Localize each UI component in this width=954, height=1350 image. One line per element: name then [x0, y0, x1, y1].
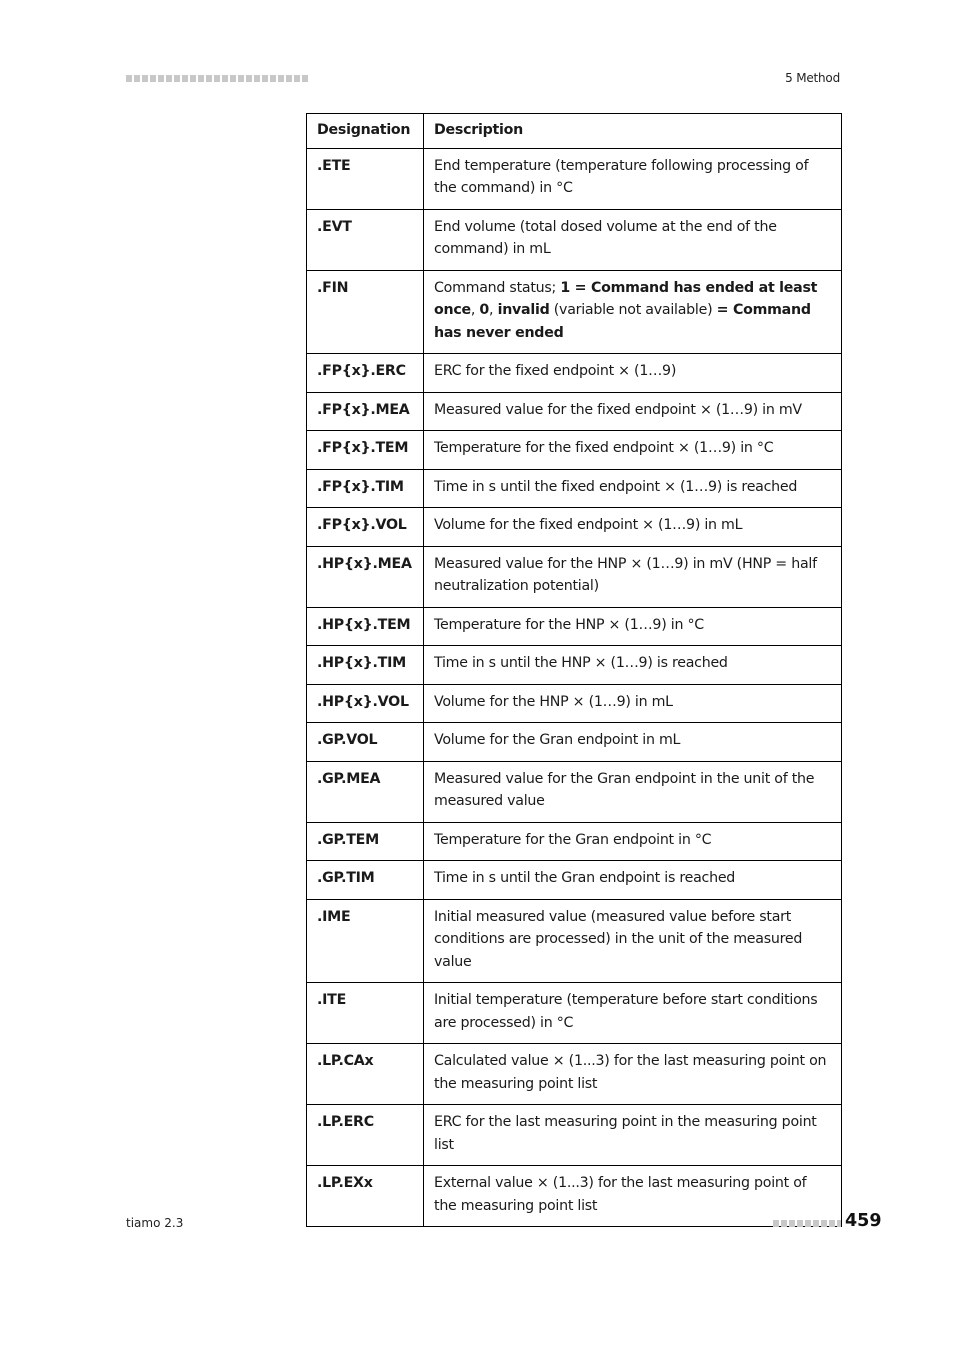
designation-cell: .LP.ERC [307, 1105, 424, 1166]
table-row [307, 392, 842, 431]
description-cell [424, 684, 842, 723]
description-cell [424, 546, 842, 607]
table-row [307, 1166, 842, 1227]
table-row [307, 684, 842, 723]
description-cell [424, 508, 842, 547]
footer-decoration [773, 1220, 841, 1227]
designation-cell: .GP.VOL [307, 723, 424, 762]
designation-cell: .FIN [307, 270, 424, 354]
page-number: 459 [845, 1211, 882, 1231]
table-row [307, 899, 842, 983]
designation-cell: .FP{x}.MEA [307, 392, 424, 431]
description-cell [424, 861, 842, 900]
description-cell [424, 899, 842, 983]
product-name: tiamo 2.3 [126, 1216, 184, 1230]
table-header-row [307, 114, 842, 149]
description-text: External value × (1...3) for the last measuring point of the measuring point list [434, 1175, 807, 1214]
description-cell [424, 209, 842, 270]
description-text: Measured value for the Gran endpoint in the unit of the measured value [434, 770, 815, 809]
column-header-designation: Designation [307, 114, 424, 149]
designation-cell: .HP{x}.VOL [307, 684, 424, 723]
description-cell [424, 469, 842, 508]
description-cell [424, 1105, 842, 1166]
designation-cell: .FP{x}.TIM [307, 469, 424, 508]
description-cell [424, 983, 842, 1044]
table-row [307, 646, 842, 685]
description-text: Command status; [434, 279, 561, 296]
description-text: ERC for the fixed endpoint × (1…9) [434, 363, 677, 379]
description-text: ERC for the last measuring point in the measuring point list [434, 1114, 817, 1153]
table-row [307, 1105, 842, 1166]
description-cell [424, 431, 842, 470]
table-row [307, 148, 842, 209]
description-text: Time in s until the HNP × (1…9) is reached [434, 655, 728, 671]
description-text: Temperature for the fixed endpoint × (1…9) in °C [434, 440, 774, 456]
description-cell [424, 148, 842, 209]
description-cell [424, 723, 842, 762]
table-row [307, 723, 842, 762]
table-row [307, 761, 842, 822]
table-row [307, 861, 842, 900]
designation-cell: .LP.CAx [307, 1044, 424, 1105]
description-text: , [489, 302, 498, 318]
table-row [307, 209, 842, 270]
description-cell [424, 354, 842, 393]
designation-cell: .GP.TEM [307, 822, 424, 861]
designation-cell: .HP{x}.MEA [307, 546, 424, 607]
table-row [307, 270, 842, 354]
description-text: , [470, 302, 480, 318]
description-text: Volume for the fixed endpoint × (1…9) in mL [434, 517, 743, 533]
description-text: Volume for the HNP × (1…9) in mL [434, 693, 673, 710]
description-bold-text: = Command has never ended [434, 302, 811, 341]
table-row [307, 508, 842, 547]
table-row [307, 1044, 842, 1105]
description-cell [424, 270, 842, 354]
description-cell [424, 1166, 842, 1227]
table-row [307, 822, 842, 861]
designation-cell: .FP{x}.VOL [307, 508, 424, 547]
column-header-description: Description [424, 114, 842, 149]
designation-cell: .HP{x}.TEM [307, 607, 424, 646]
description-cell [424, 822, 842, 861]
designation-cell: .HP{x}.TIM [307, 646, 424, 685]
description-text: Temperature for the Gran endpoint in °C [434, 831, 712, 848]
description-cell [424, 607, 842, 646]
description-cell [424, 392, 842, 431]
section-title: 5 Method [785, 71, 840, 85]
header-decoration [126, 75, 308, 82]
description-bold-text: 0 [479, 302, 490, 318]
designation-cell: .IME [307, 899, 424, 983]
description-text: Initial temperature (temperature before start conditions are processed) in °C [434, 992, 818, 1031]
description-text: Time in s until the Gran endpoint is reached [434, 870, 736, 886]
designation-cell: .ETE [307, 148, 424, 209]
designation-cell: .ITE [307, 983, 424, 1044]
description-text: Time in s until the fixed endpoint × (1…9) is reached [434, 478, 798, 495]
description-bold-text: 1 = Command has ended at least once [434, 279, 818, 318]
description-text: Initial measured value (measured value before start conditions are processed) in the unit of the measured value [434, 908, 803, 970]
table-row [307, 431, 842, 470]
description-text: Measured value for the HNP × (1…9) in mV (HNP = half neutralization potential) [434, 555, 817, 594]
designation-cell: .EVT [307, 209, 424, 270]
description-text: (variable not available) [549, 302, 717, 318]
table-row [307, 469, 842, 508]
table-row [307, 983, 842, 1044]
description-text: End temperature (temperature following processing of the command) in °C [434, 157, 809, 196]
description-text: Temperature for the HNP × (1…9) in °C [434, 616, 704, 633]
designation-cell: .GP.MEA [307, 761, 424, 822]
designation-cell: .GP.TIM [307, 861, 424, 900]
description-text: Calculated value × (1...3) for the last measuring point on the measuring point list [434, 1053, 827, 1092]
description-bold-text: invalid [497, 302, 550, 318]
description-text: Volume for the Gran endpoint in mL [434, 732, 681, 748]
table-row [307, 546, 842, 607]
designation-cell: .LP.EXx [307, 1166, 424, 1227]
description-text: End volume (total dosed volume at the end of the command) in mL [434, 218, 777, 257]
designation-cell: .FP{x}.ERC [307, 354, 424, 393]
table-row [307, 354, 842, 393]
table-row [307, 607, 842, 646]
description-text: Measured value for the fixed endpoint × (1…9) in mV [434, 401, 802, 418]
description-cell [424, 761, 842, 822]
designation-cell: .FP{x}.TEM [307, 431, 424, 470]
variables-table [306, 113, 842, 1227]
description-cell [424, 1044, 842, 1105]
description-cell [424, 646, 842, 685]
